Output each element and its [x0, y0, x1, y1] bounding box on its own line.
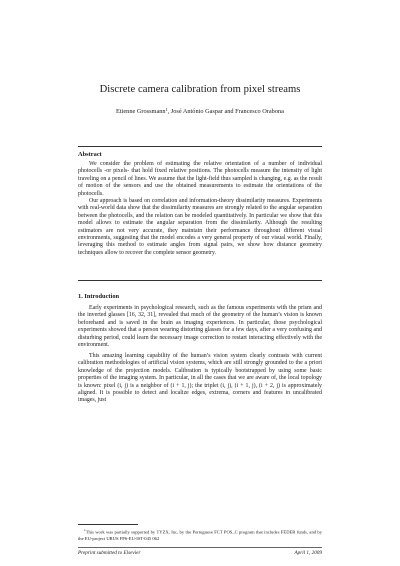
author-rest: , José António Gaspar and Francesco Orabona — [167, 108, 284, 115]
footnote-rule — [78, 524, 138, 525]
abstract-bottom-rule — [78, 280, 322, 281]
abstract-body — [78, 161, 322, 257]
author-line — [0, 107, 400, 115]
paper-title: Discrete camera calibration from pixel streams — [99, 84, 301, 95]
author-footnote-mark: 1 — [165, 107, 168, 112]
abstract-heading: Abstract — [78, 151, 102, 158]
footnote — [78, 527, 322, 542]
section-heading-introduction: 1. Introduction — [78, 293, 120, 300]
abstract-top-rule — [78, 146, 322, 147]
footnote-mark: 1 — [84, 528, 86, 532]
footer-preprint-note: Preprint submitted to Elsevier — [78, 550, 141, 556]
introduction-body — [78, 305, 322, 408]
body-paragraph: This amazing learning capability of the human’s vision system clearly contrasts with current calibration methodologies of artificial vision systems, which are still strongly grounded to the a priori knowledge of the projection models. Calibration is typically bootstrapped by using some basic properties of the imaging system. In particular, in all the cases that we are aware of, the local topology is known: pixel (i, j) is a neighbor of (i + 1, j); the triplet (i, j), (i + 1, j), (i + 2, j) is approximately aligned. It is possible to detect and localize edges, extrema, corners and features in uncalibrated images, just — [78, 352, 322, 404]
abstract-paragraph: We consider the problem of estimating the relative orientation of a number of individual photocells -or pixels- that hold fixed relative positions. The photocells measure the intensity of light traveling on a pencil of lines. We assume that the light-field thus sampled is changing, e.g. as the result of motion of the sensors and use the obtained measurements to estimate the orientations of the photocells. — [78, 161, 322, 197]
author-first: Etienne Grossmann — [116, 108, 166, 115]
abstract-paragraph: Our approach is based on correlation and information-theory dissimilarity measures. Experiments with real-world data show that the dissimilarity measures are strongly related to the angular separation between the photocells, and the relation can be modeled quantitatively. In particular we show that this model allows to estimate the angular separation from the dissimilarity. Although the resulting estimators are not very accurate, they maintain their performance throughout different visual environments, suggesting that the model encodes a very general property of our visual world. Finally, leveraging this method to estimate angles from signal pairs, we show how distance geometry techniques allow to recover the complete sensor geometry. — [78, 198, 322, 256]
footer-rule — [78, 547, 322, 548]
footnote-text: This work was partially supported by TYZX, Inc, by the Portuguese FCT POS_C program that includes FEDER funds, and by the EU-project URUS FP6-EU-IST-045 062 — [78, 529, 322, 541]
footer-date: April 1, 2009 — [294, 550, 322, 556]
body-paragraph: Early experiments in psychological research, such as the famous experiments with the prism and the inverted glasses [16, 32, 31], revealed that much of the geometry of the human’s vision is known beforehand and is saved in the brain as imaging experiences. In particular, those psychological experiments showed that a person wearing distorting glasses for a few days, after a very confusing and disturbing period, could learn the necessary image correction to restart interacting effectively with the environment. — [78, 305, 322, 349]
